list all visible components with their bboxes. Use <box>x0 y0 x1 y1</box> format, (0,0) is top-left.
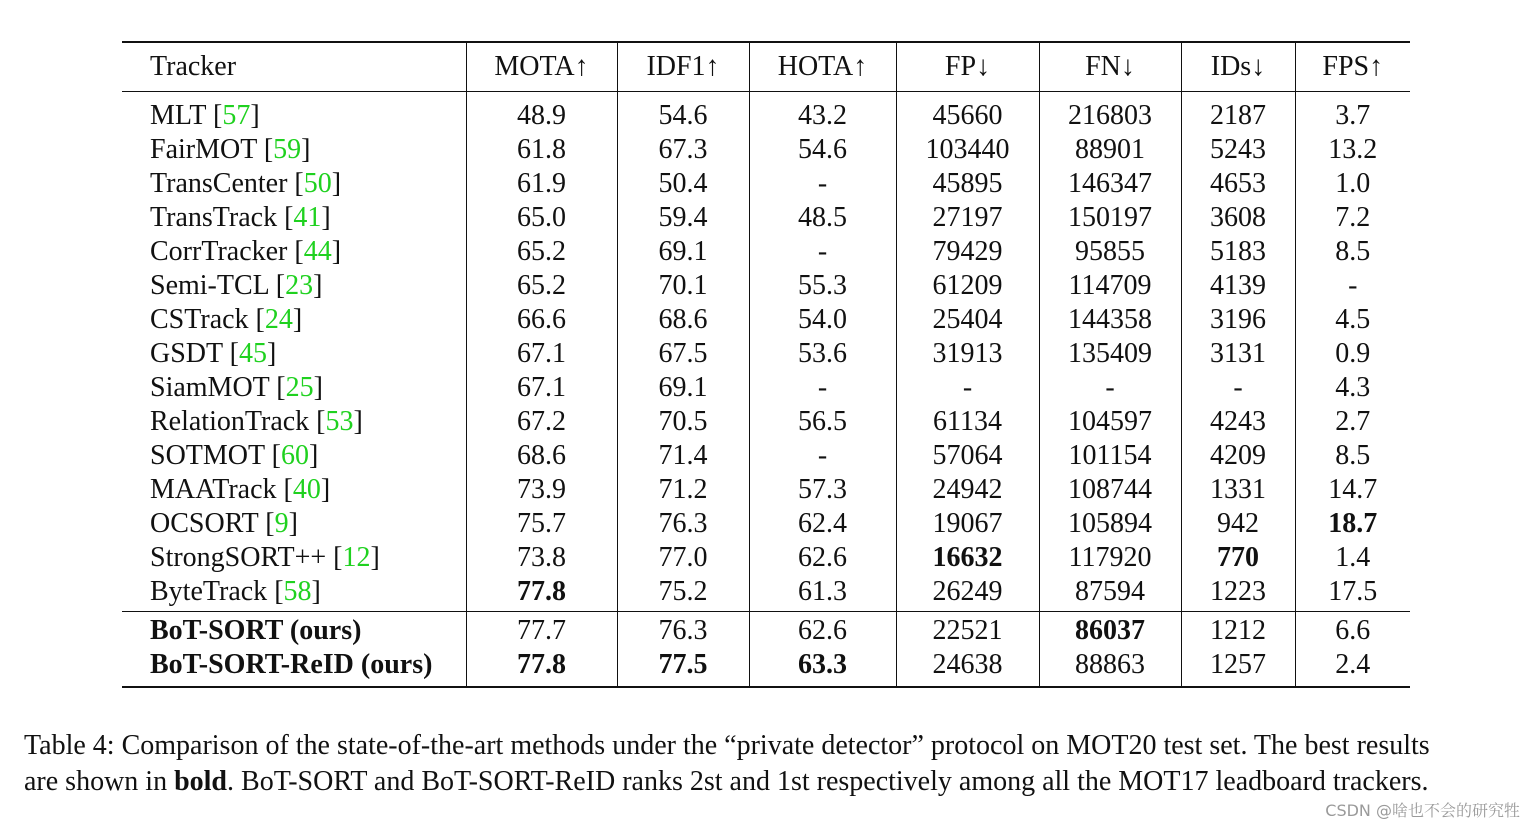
metric-cell: 135409 <box>1039 337 1181 371</box>
metric-cell: - <box>1039 371 1181 405</box>
metric-cell: - <box>749 439 896 473</box>
table-row <box>122 201 1410 235</box>
metric-cell: 5243 <box>1181 133 1295 167</box>
metric-cell: 8.5 <box>1335 440 1371 471</box>
metric-cell: 86037 <box>1039 612 1181 649</box>
tracker-name: MAATrack <box>150 474 277 505</box>
tracker-name-cell: StrongSORT++ [12] <box>122 541 466 575</box>
tracker-name-cell: SiamMOT [25] <box>122 371 466 405</box>
citation-link[interactable]: 23 <box>285 270 314 301</box>
metric-cell: 3.7 <box>1335 100 1371 131</box>
metric-cell: 114709 <box>1039 269 1181 303</box>
metric-cell: 69.1 <box>617 235 749 269</box>
metric-cell: 18.7 <box>1328 508 1378 539</box>
tracker-name: CorrTracker <box>150 236 288 267</box>
table-row <box>122 235 1410 269</box>
metric-cell: 48.9 <box>466 92 617 134</box>
table-row <box>122 507 1410 541</box>
metric-cell: 61.3 <box>749 575 896 612</box>
caption-line-1: Table 4: Comparison of the state-of-the-art methods under the “private detector” protocol on MOT20 test set. The best results <box>24 730 1430 761</box>
citation-link[interactable]: 12 <box>342 542 371 573</box>
metric-cell: 1212 <box>1181 612 1295 649</box>
table-body-baselines <box>122 92 1410 612</box>
metric-cell: 53.6 <box>749 337 896 371</box>
table-header-row <box>122 42 1410 92</box>
caption-line-2 <box>24 764 1514 800</box>
metric-cell: 1257 <box>1181 648 1295 687</box>
metric-cell: 8.5 <box>1335 236 1371 267</box>
metric-cell: 24942 <box>896 473 1039 507</box>
metric-cell: 71.2 <box>617 473 749 507</box>
citation-link[interactable]: 25 <box>285 372 314 403</box>
metric-cell: 73.9 <box>466 473 617 507</box>
table-row <box>122 303 1410 337</box>
citation-link[interactable]: 59 <box>273 134 302 165</box>
metric-cell: 0.9 <box>1335 338 1371 369</box>
metric-cell: 4209 <box>1181 439 1295 473</box>
tracker-name-cell: MAATrack [40] <box>122 473 466 507</box>
metric-cell: 16632 <box>896 541 1039 575</box>
metric-cell: 77.5 <box>617 648 749 687</box>
metric-cell: 105894 <box>1039 507 1181 541</box>
metric-cell: 19067 <box>896 507 1039 541</box>
metric-cell: 1.4 <box>1335 542 1371 573</box>
metric-cell: 31913 <box>896 337 1039 371</box>
metric-cell: 68.6 <box>617 303 749 337</box>
metric-cell: 104597 <box>1039 405 1181 439</box>
metric-cell: 75.7 <box>466 507 617 541</box>
table-row <box>122 269 1410 303</box>
tracker-name: TransTrack <box>150 202 278 233</box>
metric-cell: 27197 <box>896 201 1039 235</box>
metric-cell: 54.6 <box>617 92 749 134</box>
metric-cell: 61209 <box>896 269 1039 303</box>
tracker-name: ByteTrack <box>150 576 268 607</box>
tracker-name-cell: TransTrack [41] <box>122 201 466 235</box>
metric-cell: - <box>749 235 896 269</box>
metric-cell: 77.7 <box>466 612 617 649</box>
metric-cell: 150197 <box>1039 201 1181 235</box>
metric-cell: 76.3 <box>617 612 749 649</box>
metric-cell: 2.7 <box>1335 406 1371 437</box>
metric-cell: 4139 <box>1181 269 1295 303</box>
tracker-name-cell: Semi-TCL [23] <box>122 269 466 303</box>
metric-cell: 50.4 <box>617 167 749 201</box>
citation-link[interactable]: 44 <box>303 236 332 267</box>
metric-cell: 61.9 <box>466 167 617 201</box>
table-body-ours <box>122 612 1410 688</box>
metric-cell: 4.5 <box>1335 304 1371 335</box>
metric-cell: 77.8 <box>466 648 617 687</box>
metric-cell: 24638 <box>896 648 1039 687</box>
metric-cell: 770 <box>1181 541 1295 575</box>
metric-cell: 6.6 <box>1335 615 1371 646</box>
metric-cell: 62.6 <box>749 541 896 575</box>
metric-cell: 67.1 <box>466 371 617 405</box>
metric-cell: 87594 <box>1039 575 1181 612</box>
column-header: IDs↓ <box>1181 42 1295 92</box>
table-row <box>122 648 1410 687</box>
metric-cell: 69.1 <box>617 371 749 405</box>
table-row <box>122 371 1410 405</box>
metric-cell: 61134 <box>896 405 1039 439</box>
metric-cell: 63.3 <box>749 648 896 687</box>
metric-cell: 25404 <box>896 303 1039 337</box>
citation-link[interactable]: 50 <box>303 168 332 199</box>
metric-cell: 26249 <box>896 575 1039 612</box>
table-row <box>122 541 1410 575</box>
tracker-name: CSTrack <box>150 304 249 335</box>
tracker-name-cell: FairMOT [59] <box>122 133 466 167</box>
table-row <box>122 337 1410 371</box>
tracker-name-cell: CorrTracker [44] <box>122 235 466 269</box>
tracker-name: OCSORT <box>150 508 259 539</box>
metric-cell: 59.4 <box>617 201 749 235</box>
citation-link[interactable]: 40 <box>292 474 321 505</box>
tracker-name-cell: OCSORT [9] <box>122 507 466 541</box>
metric-cell: 54.0 <box>749 303 896 337</box>
tracker-name: BoT-SORT-ReID (ours) <box>150 649 433 680</box>
metric-cell: 103440 <box>896 133 1039 167</box>
tracker-name: Semi-TCL <box>150 270 269 301</box>
metric-cell: 70.5 <box>617 405 749 439</box>
metric-cell: 3196 <box>1181 303 1295 337</box>
caption-line-2-end: . BoT-SORT and BoT-SORT-ReID ranks 2st and 1st respectively among all the MOT17 leadboard trackers. <box>227 766 1429 797</box>
metric-cell: 14.7 <box>1328 474 1378 505</box>
metric-cell: 942 <box>1181 507 1295 541</box>
metric-cell: - <box>1348 270 1358 301</box>
tracker-name-cell: GSDT [45] <box>122 337 466 371</box>
tracker-name-cell: SOTMOT [60] <box>122 439 466 473</box>
results-table <box>122 41 1410 688</box>
table-row <box>122 92 1410 134</box>
table-row <box>122 473 1410 507</box>
metric-cell: 45895 <box>896 167 1039 201</box>
metric-cell: 2.4 <box>1335 649 1371 680</box>
metric-cell: 108744 <box>1039 473 1181 507</box>
tracker-name-cell: CSTrack [24] <box>122 303 466 337</box>
metric-cell: 68.6 <box>466 439 617 473</box>
metric-cell: 101154 <box>1039 439 1181 473</box>
tracker-name: RelationTrack <box>150 406 310 437</box>
metric-cell: 65.0 <box>466 201 617 235</box>
metric-cell: 67.2 <box>466 405 617 439</box>
caption-line-2-start: are shown in <box>24 766 175 797</box>
tracker-name-cell: ByteTrack [58] <box>122 575 466 612</box>
metric-cell: 65.2 <box>466 269 617 303</box>
metric-cell: 79429 <box>896 235 1039 269</box>
metric-cell: 70.1 <box>617 269 749 303</box>
metric-cell: 4.3 <box>1335 372 1371 403</box>
column-header: Tracker <box>122 42 466 92</box>
tracker-name: StrongSORT++ <box>150 542 327 573</box>
metric-cell: 146347 <box>1039 167 1181 201</box>
column-header: FN↓ <box>1039 42 1181 92</box>
table-row <box>122 612 1410 649</box>
tracker-name: FairMOT <box>150 134 257 165</box>
tracker-name: SOTMOT <box>150 440 265 471</box>
citation-link[interactable]: 60 <box>280 440 309 471</box>
metric-cell: - <box>749 371 896 405</box>
metric-cell: - <box>1181 371 1295 405</box>
metric-cell: 117920 <box>1039 541 1181 575</box>
citation-link[interactable]: 24 <box>264 304 293 335</box>
tracker-name-cell <box>122 648 466 687</box>
metric-cell: 66.6 <box>466 303 617 337</box>
metric-cell: 1.0 <box>1335 168 1371 199</box>
caption-bold-word: bold <box>174 766 228 797</box>
citation-link[interactable]: 53 <box>325 406 354 437</box>
table-caption <box>24 728 1514 800</box>
metric-cell: 77.8 <box>466 575 617 612</box>
metric-cell: 216803 <box>1039 92 1181 134</box>
metric-cell: 17.5 <box>1328 576 1378 607</box>
citation-link[interactable]: 58 <box>283 576 312 607</box>
metric-cell: - <box>896 371 1039 405</box>
metric-cell: 88863 <box>1039 648 1181 687</box>
citation-link[interactable]: 9 <box>274 508 289 539</box>
metric-cell: 7.2 <box>1335 202 1371 233</box>
metric-cell: 1223 <box>1181 575 1295 612</box>
metric-cell: 22521 <box>896 612 1039 649</box>
metric-cell: 95855 <box>1039 235 1181 269</box>
citation-link[interactable]: 45 <box>238 338 267 369</box>
metric-cell: 67.1 <box>466 337 617 371</box>
metric-cell: 75.2 <box>617 575 749 612</box>
tracker-name: GSDT <box>150 338 223 369</box>
table-row <box>122 133 1410 167</box>
column-header: FP↓ <box>896 42 1039 92</box>
tracker-name: SiamMOT <box>150 372 270 403</box>
metric-cell: 55.3 <box>749 269 896 303</box>
metric-cell: 45660 <box>896 92 1039 134</box>
metric-cell: - <box>749 167 896 201</box>
tracker-name: BoT-SORT (ours) <box>150 615 362 646</box>
column-header: FPS↑ <box>1322 51 1384 82</box>
results-table-container <box>122 41 1410 688</box>
metric-cell: 5183 <box>1181 235 1295 269</box>
table-row <box>122 405 1410 439</box>
column-header: HOTA↑ <box>749 42 896 92</box>
metric-cell: 4653 <box>1181 167 1295 201</box>
metric-cell: 3131 <box>1181 337 1295 371</box>
metric-cell: 67.3 <box>617 133 749 167</box>
tracker-name: TransCenter <box>150 168 288 199</box>
metric-cell: 88901 <box>1039 133 1181 167</box>
column-header: MOTA↑ <box>466 42 617 92</box>
tracker-name-cell <box>122 612 466 649</box>
metric-cell: 62.6 <box>749 612 896 649</box>
metric-cell: 43.2 <box>749 92 896 134</box>
tracker-name-cell: RelationTrack [53] <box>122 405 466 439</box>
metric-cell: 67.5 <box>617 337 749 371</box>
watermark: CSDN @啥也不会的研究牲 <box>1325 801 1520 820</box>
metric-cell: 61.8 <box>466 133 617 167</box>
table-row <box>122 439 1410 473</box>
metric-cell: 57.3 <box>749 473 896 507</box>
metric-cell: 48.5 <box>749 201 896 235</box>
metric-cell: 71.4 <box>617 439 749 473</box>
metric-cell: 3608 <box>1181 201 1295 235</box>
metric-cell: 1331 <box>1181 473 1295 507</box>
tracker-name-cell: TransCenter [50] <box>122 167 466 201</box>
metric-cell: 73.8 <box>466 541 617 575</box>
metric-cell: 76.3 <box>617 507 749 541</box>
metric-cell: 54.6 <box>749 133 896 167</box>
metric-cell: 56.5 <box>749 405 896 439</box>
metric-cell: 62.4 <box>749 507 896 541</box>
metric-cell: 77.0 <box>617 541 749 575</box>
metric-cell: 57064 <box>896 439 1039 473</box>
column-header: IDF1↑ <box>617 42 749 92</box>
table-row <box>122 575 1410 612</box>
tracker-name: MLT <box>150 100 207 131</box>
metric-cell: 65.2 <box>466 235 617 269</box>
metric-cell: 2187 <box>1181 92 1295 134</box>
metric-cell: 4243 <box>1181 405 1295 439</box>
tracker-name-cell: MLT [57] <box>122 92 466 134</box>
citation-link[interactable]: 41 <box>293 202 322 233</box>
table-row <box>122 167 1410 201</box>
metric-cell: 13.2 <box>1328 134 1378 165</box>
citation-link[interactable]: 57 <box>222 100 251 131</box>
metric-cell: 144358 <box>1039 303 1181 337</box>
